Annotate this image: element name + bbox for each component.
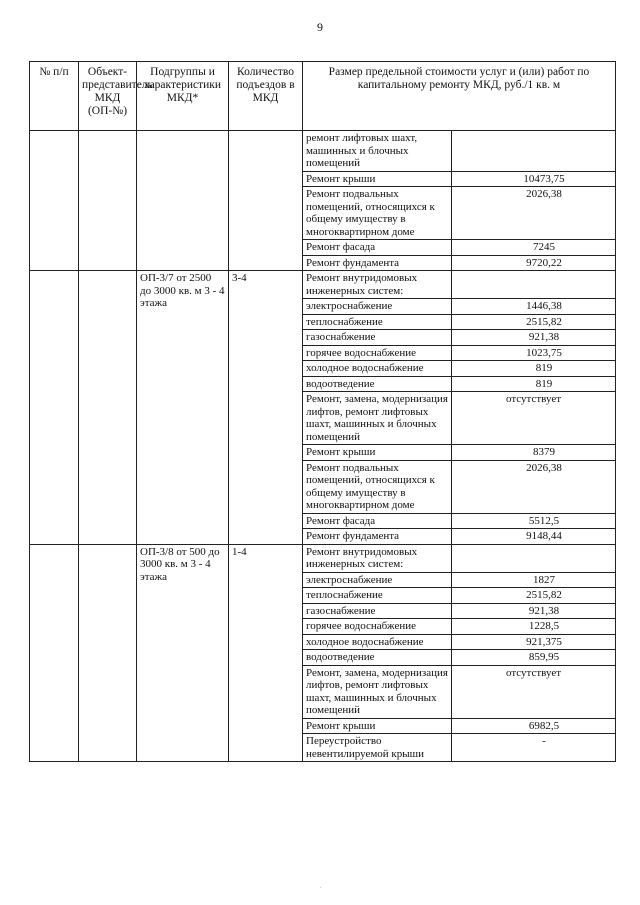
work-type-cell: Ремонт подвальных помещений, относящихся к общему имуществу в многоквартирном доме: [303, 187, 452, 240]
work-type-cell: горячее водоснабжение: [303, 619, 452, 635]
header-row: [30, 62, 616, 131]
cost-value-cell: 2515,82: [452, 314, 616, 330]
cost-value-cell: отсутствует: [452, 665, 616, 718]
cost-value-cell: [452, 131, 616, 172]
object-cell: [79, 131, 137, 271]
header-num: № п/п: [30, 62, 79, 131]
cost-value-cell: [452, 544, 616, 572]
num-cell: [30, 131, 79, 271]
work-type-cell: газоснабжение: [303, 330, 452, 346]
table-row: [30, 271, 616, 299]
cost-value-cell: 1023,75: [452, 345, 616, 361]
header-subgroups: Подгруппы и характеристики МКД*: [137, 62, 229, 131]
work-type-cell: холодное водоснабжение: [303, 634, 452, 650]
page-number: 9: [317, 20, 323, 34]
entrances-cell: [229, 131, 303, 271]
cost-value-cell: 819: [452, 376, 616, 392]
cost-value-cell: 1446,38: [452, 299, 616, 315]
cost-value-cell: 2026,38: [452, 460, 616, 513]
cost-value-cell: 6982,5: [452, 718, 616, 734]
object-cell: [79, 544, 137, 762]
bottom-mark: .: [320, 884, 322, 890]
work-type-cell: ремонт лифтовых шахт, машинных и блочных помещений: [303, 131, 452, 172]
entrances-cell: 1-4: [229, 544, 303, 762]
table-body: [30, 62, 616, 762]
work-type-cell: холодное водоснабжение: [303, 361, 452, 377]
entrances-cell: 3-4: [229, 271, 303, 545]
header-entrances: Количество подъездов в МКД: [229, 62, 303, 131]
work-type-cell: электроснабжение: [303, 299, 452, 315]
cost-value-cell: 8379: [452, 445, 616, 461]
cost-value-cell: 921,38: [452, 330, 616, 346]
cost-value-cell: 2026,38: [452, 187, 616, 240]
cost-value-cell: 921,38: [452, 603, 616, 619]
work-type-cell: теплоснабжение: [303, 314, 452, 330]
work-type-cell: Ремонт фундамента: [303, 255, 452, 271]
num-cell: [30, 271, 79, 545]
cost-value-cell: 1827: [452, 572, 616, 588]
work-type-cell: горячее водоснабжение: [303, 345, 452, 361]
cost-value-cell: 10473,75: [452, 171, 616, 187]
capital-repair-cost-table: [29, 61, 616, 762]
work-type-cell: Ремонт подвальных помещений, относящихся к общему имуществу в многоквартирном доме: [303, 460, 452, 513]
work-type-cell: Ремонт, замена, модернизация лифтов, ремонт лифтовых шахт, машинных и блочных помещений: [303, 392, 452, 445]
cost-value-cell: 5512,5: [452, 513, 616, 529]
work-type-cell: Ремонт, замена, модернизация лифтов, ремонт лифтовых шахт, машинных и блочных помещений: [303, 665, 452, 718]
work-type-cell: Переустройство невентилируемой крыши: [303, 734, 452, 762]
cost-value-cell: 7245: [452, 240, 616, 256]
work-type-cell: водоотведение: [303, 376, 452, 392]
num-cell: [30, 544, 79, 762]
work-type-cell: Ремонт фасада: [303, 240, 452, 256]
cost-value-cell: 1228,5: [452, 619, 616, 635]
cost-value-cell: 9720,22: [452, 255, 616, 271]
work-type-cell: Ремонт фасада: [303, 513, 452, 529]
work-type-cell: водоотведение: [303, 650, 452, 666]
cost-value-cell: 921,375: [452, 634, 616, 650]
work-type-cell: Ремонт крыши: [303, 171, 452, 187]
subgroup-cell: ОП-3/7 от 2500 до 3000 кв. м 3 - 4 этажа: [137, 271, 229, 545]
work-type-cell: Ремонт внутридомовых инженерных систем:: [303, 271, 452, 299]
cost-value-cell: 2515,82: [452, 588, 616, 604]
work-type-cell: газоснабжение: [303, 603, 452, 619]
work-type-cell: электроснабжение: [303, 572, 452, 588]
work-type-cell: Ремонт фундамента: [303, 529, 452, 545]
subgroup-cell: [137, 131, 229, 271]
work-type-cell: Ремонт внутридомовых инженерных систем:: [303, 544, 452, 572]
cost-value-cell: 859,95: [452, 650, 616, 666]
table-row: [30, 544, 616, 572]
work-type-cell: Ремонт крыши: [303, 718, 452, 734]
cost-value-cell: отсутствует: [452, 392, 616, 445]
header-object: Объект-представитель МКД (ОП-№): [79, 62, 137, 131]
work-type-cell: теплоснабжение: [303, 588, 452, 604]
object-cell: [79, 271, 137, 545]
table-row: [30, 131, 616, 172]
subgroup-cell: ОП-3/8 от 500 до 3000 кв. м 3 - 4 этажа: [137, 544, 229, 762]
cost-value-cell: -: [452, 734, 616, 762]
cost-value-cell: [452, 271, 616, 299]
work-type-cell: Ремонт крыши: [303, 445, 452, 461]
cost-value-cell: 819: [452, 361, 616, 377]
cost-value-cell: 9148,44: [452, 529, 616, 545]
header-cost: Размер предельной стоимости услуг и (или) работ по капитальному ремонту МКД, руб./1 кв. м: [303, 62, 616, 131]
